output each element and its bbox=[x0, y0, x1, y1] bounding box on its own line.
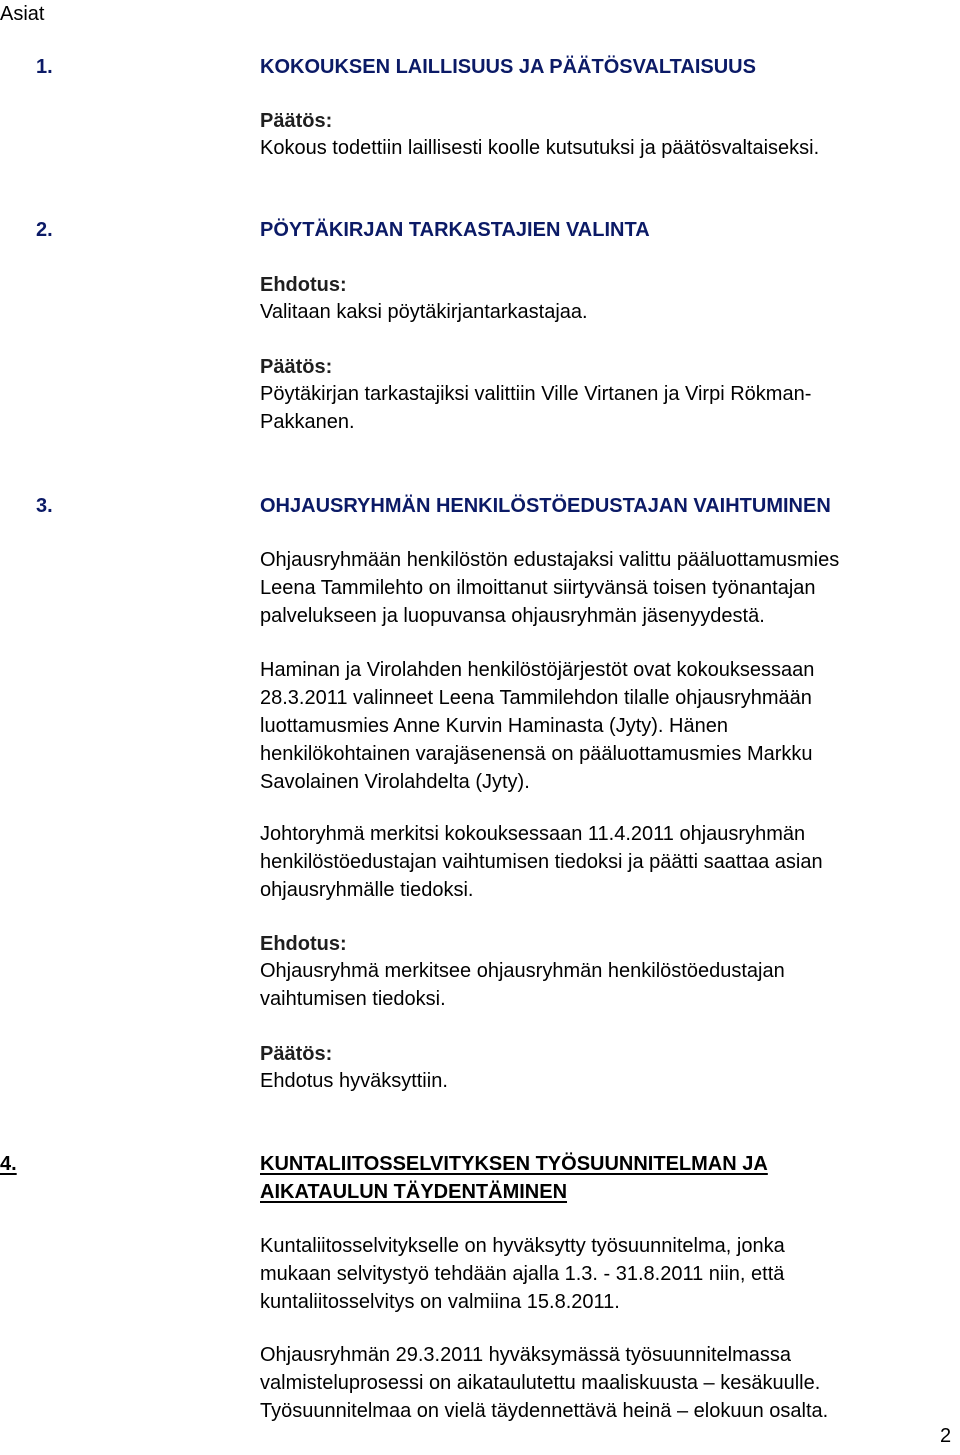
paragraph-line: henkilökohtainen varajäsenensä on pääluottamusmies Markku bbox=[260, 743, 813, 765]
section-title: Asiat bbox=[0, 3, 45, 25]
item-3-decision-text: Ehdotus hyväksyttiin. bbox=[260, 1070, 448, 1092]
item-2-title: PÖYTÄKIRJAN TARKASTAJIEN VALINTA bbox=[260, 219, 650, 241]
item-4-paragraph-2 bbox=[260, 1341, 940, 1425]
paragraph-line: Työsuunnitelmaa on vielä täydennettävä heinä – elokuun osalta. bbox=[260, 1400, 829, 1422]
item-1-title: KOKOUKSEN LAILLISUUS JA PÄÄTÖSVALTAISUUS bbox=[260, 56, 756, 78]
page-number: 2 bbox=[940, 1425, 952, 1447]
item-1-number: 1. bbox=[36, 56, 53, 78]
item-4-paragraph-1 bbox=[260, 1232, 940, 1316]
paragraph-line: henkilöstöedustajan vaihtumisen tiedoksi ja päätti saattaa asian bbox=[260, 851, 823, 873]
item-3-proposal-text bbox=[260, 957, 940, 1013]
paragraph-line: Ohjausryhmän 29.3.2011 hyväksymässä työsuunnitelmassa bbox=[260, 1344, 792, 1366]
paragraph-line: Ohjausryhmä merkitsee ohjausryhmän henkilöstöedustajan bbox=[260, 960, 785, 982]
paragraph-line: valmisteluprosessi on aikataulutettu maaliskuusta – kesäkuulle. bbox=[260, 1372, 821, 1394]
item-2-number: 2. bbox=[36, 219, 53, 241]
paragraph-line: luottamusmies Anne Kurvin Haminasta (Jyty). Hänen bbox=[260, 715, 728, 737]
title-line: AIKATAULUN TÄYDENTÄMINEN bbox=[260, 1181, 568, 1203]
item-2-proposal-label: Ehdotus: bbox=[260, 274, 347, 296]
item-2-proposal-text: Valitaan kaksi pöytäkirjantarkastajaa. bbox=[260, 301, 588, 323]
title-line: KUNTALIITOSSELVITYKSEN TYÖSUUNNITELMAN JA bbox=[260, 1153, 768, 1175]
item-4-title bbox=[260, 1150, 940, 1206]
paragraph-line: Ohjausryhmään henkilöstön edustajaksi valittu pääluottamusmies bbox=[260, 549, 840, 571]
item-3-paragraph-1 bbox=[260, 546, 940, 630]
item-3-title: OHJAUSRYHMÄN HENKILÖSTÖEDUSTAJAN VAIHTUMINEN bbox=[260, 495, 831, 517]
paragraph-line: Johtoryhmä merkitsi kokouksessaan 11.4.2011 ohjausryhmän bbox=[260, 823, 806, 845]
item-3-number: 3. bbox=[36, 495, 53, 517]
item-3-proposal-label: Ehdotus: bbox=[260, 933, 347, 955]
item-1-decision-text: Kokous todettiin laillisesti koolle kutsutuksi ja päätösvaltaiseksi. bbox=[260, 137, 820, 159]
paragraph-line: Leena Tammilehto on ilmoittanut siirtyvänsä toisen työnantajan bbox=[260, 577, 816, 599]
item-2-decision-line-2: Pakkanen. bbox=[260, 411, 355, 433]
item-3-paragraph-2 bbox=[260, 656, 940, 796]
item-2-decision-label: Päätös: bbox=[260, 356, 333, 378]
paragraph-line: ohjausryhmälle tiedoksi. bbox=[260, 879, 474, 901]
item-1-decision-label: Päätös: bbox=[260, 110, 333, 132]
paragraph-line: Kuntaliitosselvitykselle on hyväksytty työsuunnitelma, jonka bbox=[260, 1235, 785, 1257]
paragraph-line: vaihtumisen tiedoksi. bbox=[260, 988, 446, 1010]
paragraph-line: kuntaliitosselvitys on valmiina 15.8.2011. bbox=[260, 1291, 620, 1313]
paragraph-line: Savolainen Virolahdelta (Jyty). bbox=[260, 771, 530, 793]
paragraph-line: palvelukseen ja luopuvansa ohjausryhmän jäsenyydestä. bbox=[260, 605, 765, 627]
item-2-decision-line-1: Pöytäkirjan tarkastajiksi valittiin Ville Virtanen ja Virpi Rökman- bbox=[260, 383, 812, 405]
paragraph-line: 28.3.2011 valinneet Leena Tammilehdon tilalle ohjausryhmään bbox=[260, 687, 812, 709]
item-3-decision-label: Päätös: bbox=[260, 1043, 333, 1065]
item-4-number: 4. bbox=[0, 1153, 17, 1175]
paragraph-line: Haminan ja Virolahden henkilöstöjärjestöt ovat kokouksessaan bbox=[260, 659, 815, 681]
item-3-paragraph-3 bbox=[260, 820, 940, 904]
paragraph-line: mukaan selvitystyö tehdään ajalla 1.3. - 31.8.2011 niin, että bbox=[260, 1263, 785, 1285]
